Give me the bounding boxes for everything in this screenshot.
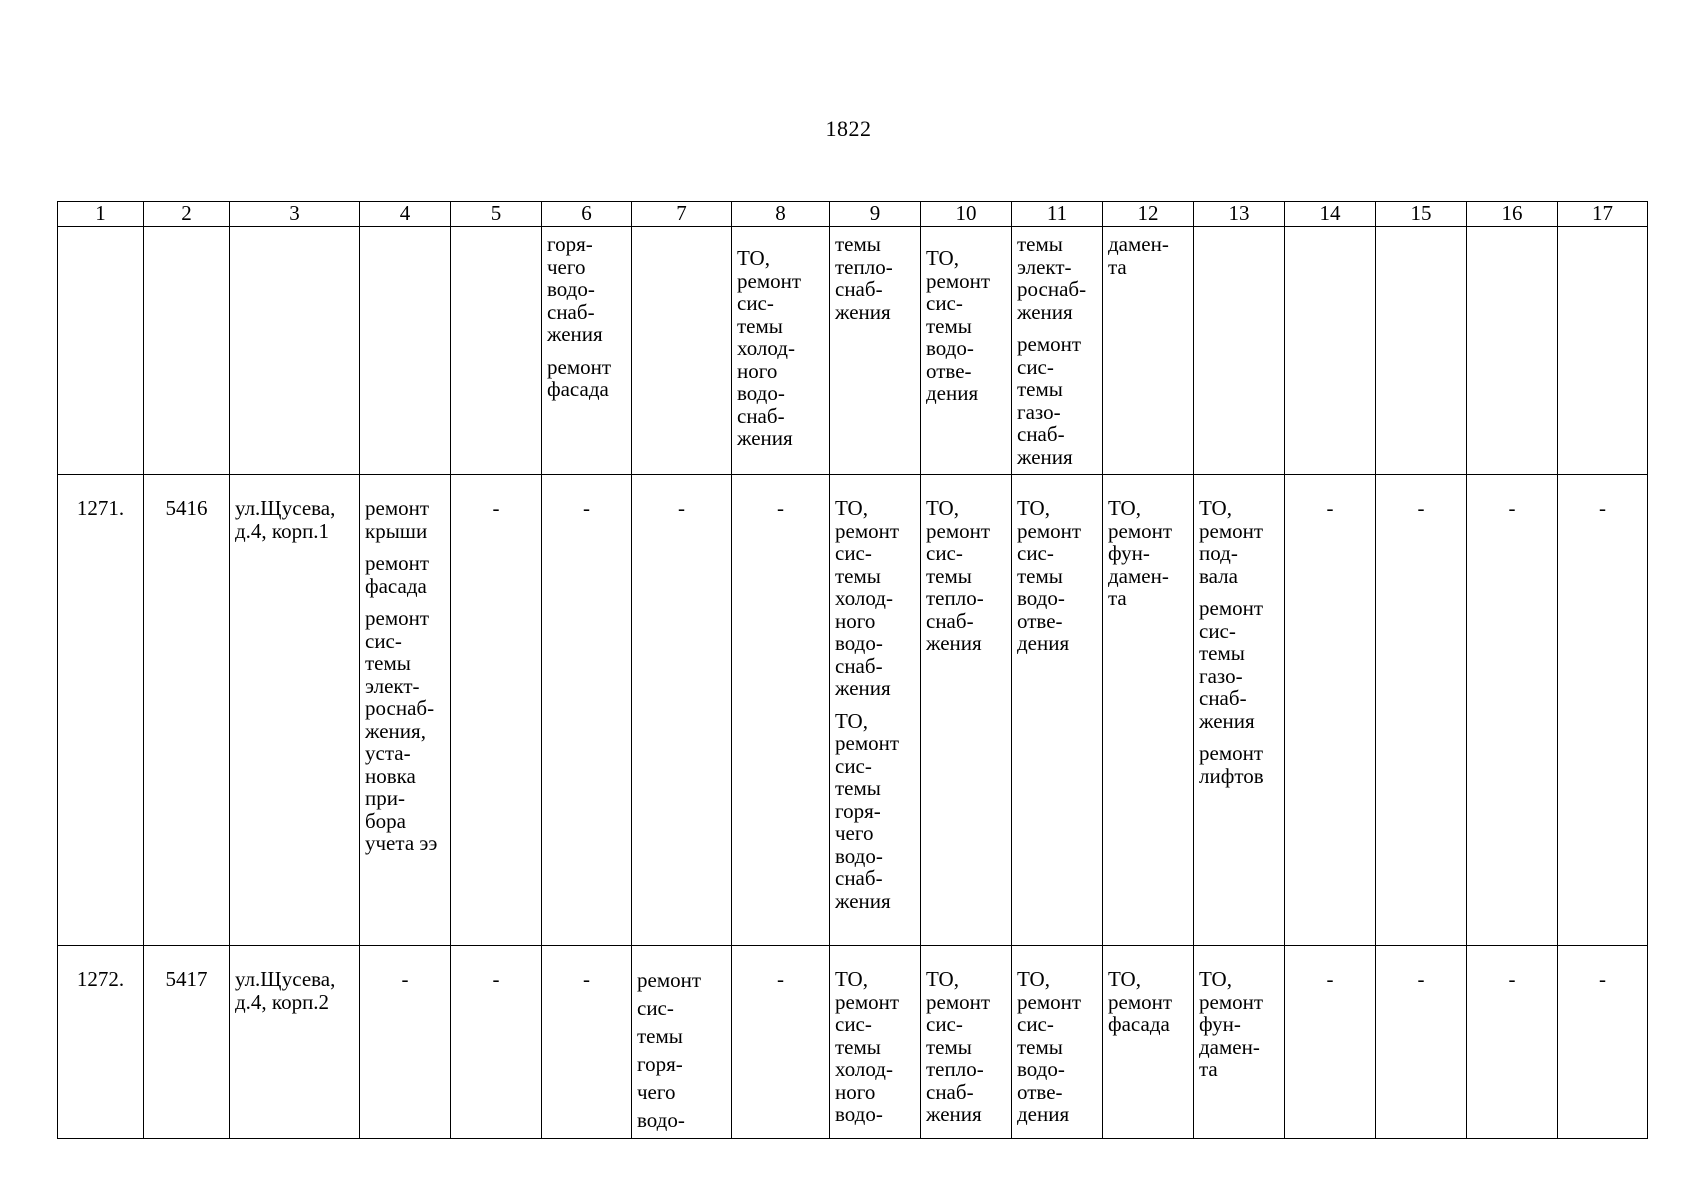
table-cell: - (1558, 946, 1648, 1139)
col-header: 16 (1467, 202, 1558, 227)
col-header: 8 (732, 202, 830, 227)
table-row (58, 475, 1648, 946)
cell-text: темы тепло- снаб- жения (835, 232, 893, 324)
row-number: 1272. (58, 946, 144, 1139)
table-cell: - (542, 475, 632, 946)
cell-text: горя- чего водо- снаб- жения (547, 232, 603, 346)
cell-text: ремонт фасада (365, 551, 430, 598)
table-cell (1194, 946, 1285, 1139)
table-cell (1103, 475, 1194, 946)
cell-text: ТО, ремонт сис- темы холод- ного водо- снаб- жения (835, 496, 900, 700)
col-header: 3 (230, 202, 360, 227)
table-cell: - (1376, 946, 1467, 1139)
table-cell (1194, 227, 1285, 475)
repair-schedule-table (57, 201, 1648, 1139)
table-cell (830, 946, 921, 1139)
object-code: 5417 (144, 946, 230, 1139)
table-cell: - (451, 946, 542, 1139)
table-cell: - (632, 475, 732, 946)
table-cell (144, 227, 230, 475)
table-cell (830, 227, 921, 475)
col-header: 9 (830, 202, 921, 227)
col-header: 12 (1103, 202, 1194, 227)
table-cell (1012, 227, 1103, 475)
table-cell (921, 475, 1012, 946)
col-header: 17 (1558, 202, 1648, 227)
table-cell (1012, 475, 1103, 946)
cell-text: дамен- та (1108, 232, 1169, 279)
cell-text: ТО, ремонт сис- темы водо- отве- дения (1017, 496, 1082, 655)
table-cell: - (732, 946, 830, 1139)
object-code: 5416 (144, 475, 230, 946)
cell-text: ТО, ремонт фун- дамен- та (1199, 967, 1264, 1081)
cell-text: ТО, ремонт сис- темы тепло- снаб- жения (926, 496, 991, 655)
cell-text: ТО, ремонт под- вала (1199, 496, 1264, 588)
table-cell (1376, 227, 1467, 475)
table-cell (58, 227, 144, 475)
table-cell: - (1376, 475, 1467, 946)
table-cell (732, 227, 830, 475)
table-cell: - (732, 475, 830, 946)
col-header: 6 (542, 202, 632, 227)
cell-text: темы элект- роснаб- жения (1017, 232, 1087, 324)
table-cell (1194, 475, 1285, 946)
cell-text: ТО, ремонт сис- темы тепло- снаб- жения (926, 967, 991, 1126)
table-cell: - (1467, 475, 1558, 946)
col-header: 10 (921, 202, 1012, 227)
col-header: 7 (632, 202, 732, 227)
col-header: 13 (1194, 202, 1285, 227)
page-number: 1822 (825, 116, 872, 141)
cell-text: ТО, ремонт сис- темы водо- отве- дения (1017, 967, 1082, 1126)
table-cell: - (1558, 475, 1648, 946)
continuation-row (58, 227, 1648, 475)
cell-text: ТО, ремонт сис- темы холод- ного водо- (835, 967, 900, 1126)
cell-text: ремонт сис- темы горя- чего водо- (637, 968, 702, 1132)
table-cell: - (1285, 475, 1376, 946)
cell-text: ул.Щусева, д.4, корп.2 (235, 967, 336, 1014)
table-row (58, 946, 1648, 1139)
cell-text: ТО, ремонт сис- темы горя- чего водо- снаб- жения (835, 708, 900, 913)
cell-text: ремонт сис- темы элект- роснаб- жения, уста- новка при- бора учета ээ (365, 606, 438, 855)
col-header: 14 (1285, 202, 1376, 227)
table-cell (230, 227, 360, 475)
table-cell (1103, 227, 1194, 475)
col-header: 2 (144, 202, 230, 227)
col-header: 4 (360, 202, 451, 227)
col-header: 15 (1376, 202, 1467, 227)
col-header: 11 (1012, 202, 1103, 227)
table-cell (921, 946, 1012, 1139)
table-cell (921, 227, 1012, 475)
table-cell (1558, 227, 1648, 475)
cell-text: ремонт крыши (365, 496, 430, 543)
table-cell (1103, 946, 1194, 1139)
table-cell (451, 227, 542, 475)
table-cell (360, 475, 451, 946)
cell-text: ТО, ремонт фун- дамен- та (1108, 496, 1173, 610)
table-cell: - (360, 946, 451, 1139)
table-cell (632, 227, 732, 475)
table-cell (632, 946, 732, 1139)
cell-text: ул.Щусева, д.4, корп.1 (235, 496, 336, 543)
table-cell (830, 475, 921, 946)
table-cell (1285, 227, 1376, 475)
col-header: 5 (451, 202, 542, 227)
cell-text: ТО, ремонт фасада (1108, 967, 1173, 1036)
table-cell (1012, 946, 1103, 1139)
column-number-row (58, 202, 1648, 227)
address (230, 475, 360, 946)
table-cell (1467, 227, 1558, 475)
cell-text: ремонт лифтов (1199, 741, 1264, 788)
table-cell: - (1285, 946, 1376, 1139)
cell-text: ремонт сис- темы газо- снаб- жения (1017, 332, 1082, 469)
table-cell (542, 227, 632, 475)
table-cell: - (542, 946, 632, 1139)
address (230, 946, 360, 1139)
row-number: 1271. (58, 475, 144, 946)
cell-text: ремонт фасада (547, 354, 612, 401)
col-header: 1 (58, 202, 144, 227)
cell-text: ремонт сис- темы газо- снаб- жения (1199, 596, 1264, 733)
table-cell: - (451, 475, 542, 946)
cell-text: ТО, ремонт сис- темы холод- ного водо- снаб- жения (737, 246, 802, 450)
cell-text: ТО, ремонт сис- темы водо- отве- дения (926, 246, 991, 405)
table-cell (360, 227, 451, 475)
table-cell: - (1467, 946, 1558, 1139)
